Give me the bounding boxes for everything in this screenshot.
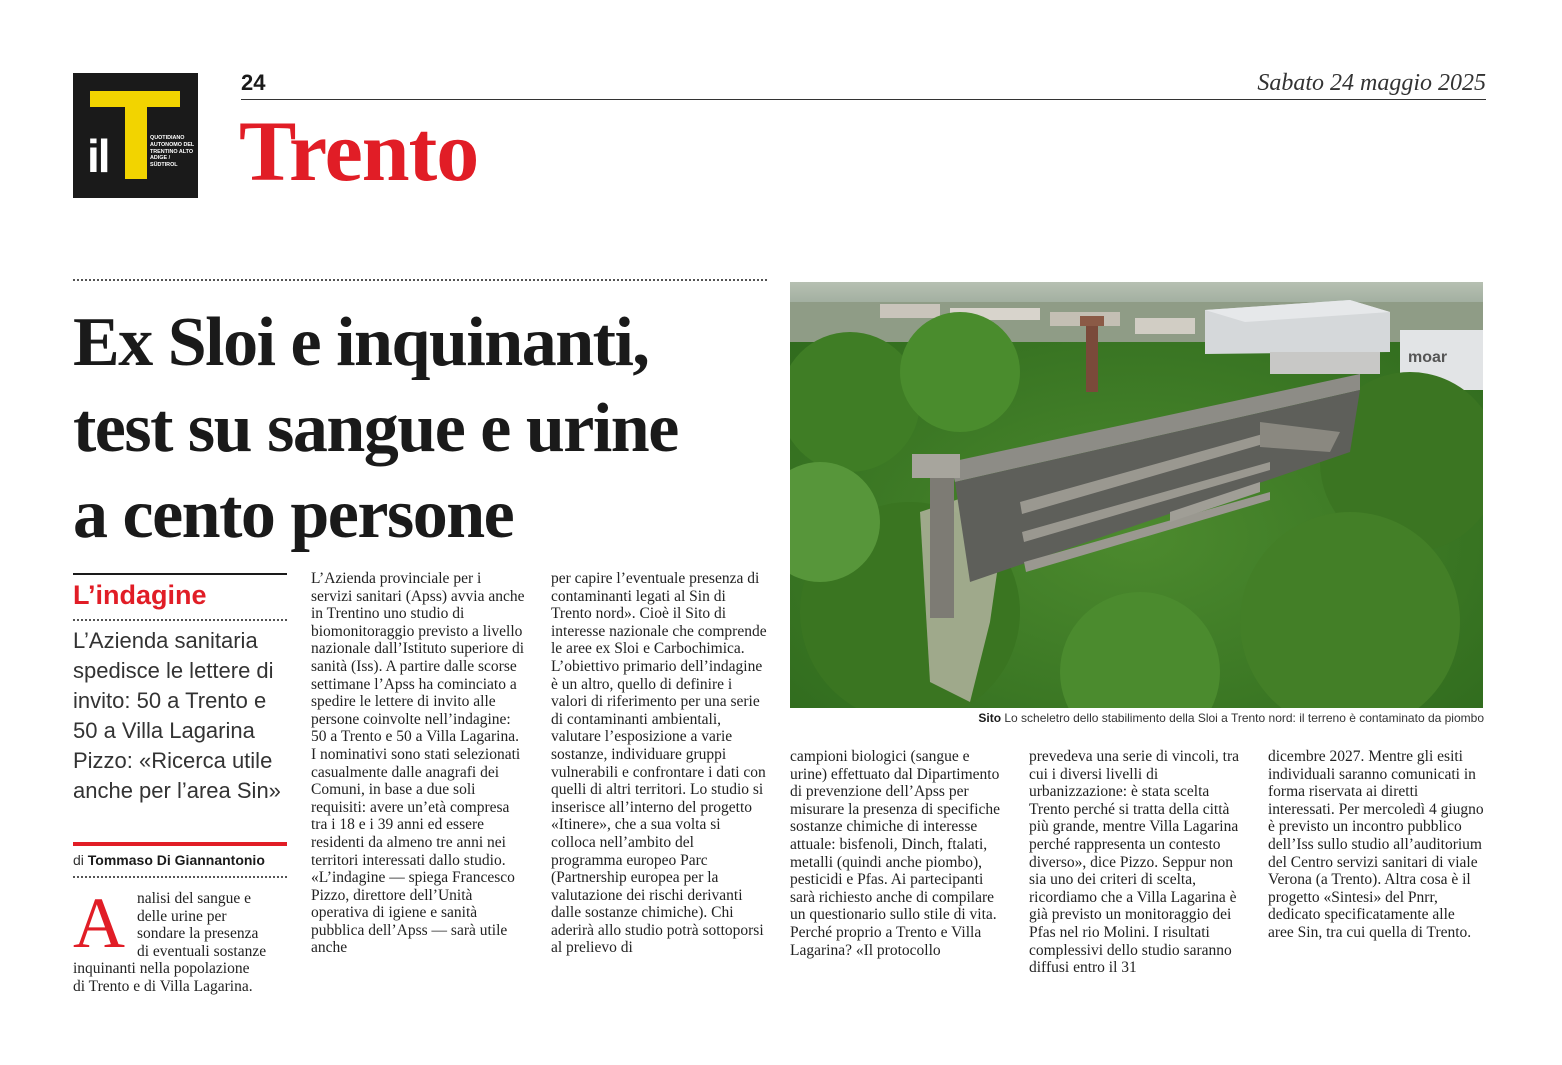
header-rule — [241, 99, 1486, 100]
body-column-5: dicembre 2027. Mentre gli esiti individuali saranno comunicati in forma riservata ai diretti interessati. Per mercoledì 4 giugno è previsto un incontro pubblico dell’Iss sullo studio all’auditorium del Centro servizi sanitari di viale Verona (a Trento). Altra cosa è il progetto «Sintesi» del Pnrr, dedicato specificatamente alle aree Sin, tra cui quella di Trento. — [1268, 748, 1484, 941]
byline-author: Tommaso Di Giannantonio — [87, 852, 265, 868]
article-photo — [790, 282, 1483, 708]
lead-line: delle urine per — [137, 907, 227, 925]
section-title: Trento — [239, 103, 479, 199]
caption-text: Lo scheletro dello stabilimento della Sloi a Trento nord: il terreno è contaminato da piombo — [1004, 711, 1484, 725]
kicker: L’indagine — [73, 580, 207, 610]
lead-line: di eventuali sostanze — [137, 942, 267, 960]
caption-label: Sito — [978, 711, 1002, 725]
lead-line: di Trento e di Villa Lagarina. — [73, 977, 253, 995]
body-column-3: campioni biologici (sangue e urine) effettuato dal Dipartimento di prevenzione dell’Apss per misurare la presenza di specifiche sostanze chimiche di interesse attuale: bisfenoli, Dinch, ftalati, metalli (quindi anche piombo), pesticidi e Pfas. Ai partecipanti sarà richiesto anche di compilare un questionario sullo stile di vita. Perché proprio a Trento e Villa Lagarina? «Il protocollo — [790, 748, 1001, 959]
headline-divider — [73, 279, 767, 281]
logo-tagline: QUOTIDIANO AUTONOMO DEL TRENTINO ALTO ADIGE / SÜDTIROL — [150, 135, 195, 168]
headline-line: a cento persone — [73, 476, 514, 553]
lead-line: inquinanti nella popolazione — [73, 960, 250, 978]
byline — [73, 852, 265, 868]
lead-line: nalisi del sangue e — [137, 890, 252, 907]
lead-line: sondare la presenza — [137, 925, 259, 943]
logo-il-text: il — [87, 130, 109, 182]
drop-cap: A — [73, 883, 125, 963]
issue-date: Sabato 24 maggio 2025 — [1257, 70, 1486, 96]
summary: L’Azienda sanitaria spedisce le lettere di invito: 50 a Trento e 50 a Villa Lagarina Pizzo: «Ricerca utile anche per l’area Sin» — [73, 628, 281, 803]
logo-t-stem — [125, 91, 147, 179]
body-column-4: prevedeva una serie di vincoli, tra cui i diversi livelli di urbanizzazione: è stata scelta Trento perché si tratta della città più grande, mentre Villa Lagarina perché rappresenta un contesto diverso», dice Pizzo. Seppur non sia uno dei criteri di scelta, ricordiamo che a Villa Lagarina è già previsto un monitoraggio dei Pfas nel rio Molini. I risultati complessivi dello studio saranno diffusi entro il 31 — [1029, 748, 1240, 977]
byline-prefix: di — [73, 852, 84, 868]
photo-caption — [978, 711, 1484, 725]
body-column-2: per capire l’eventuale presenza di contaminanti legati al Sin di Trento nord». Cioè il Sito di interesse nazionale che comprende le aree ex Sloi e Carbochimica. L’obiettivo primario dell’indagine è un altro, quello di definire i valori di riferimento per una serie di contaminanti ambientali, valutare l’esposizione a varie sostanze, individuare gruppi vulnerabili e confrontare i dati con quelli di altri territori. Lo studio si inserisce all’interno del progetto «Itinere», che a sua volta si colloca nell’ambito del programma europeo Parc (Partnership europea per la valutazione dei rischi derivanti dalle sostanze chimiche). Chi aderirà allo studio potrà sottoporsi al prelievo di — [551, 570, 767, 957]
photo-sign-text: moar — [1408, 349, 1448, 366]
headline — [73, 300, 783, 558]
body-column-1: L’Azienda provinciale per i servizi sanitari (Apss) avvia anche in Trentino uno studio di biomonitoraggio previsto a livello nazionale dall’Istituto superiore di sanità (Iss). A partire dalle scorse settimane l’Apss ha cominciato a spedire le lettere di invito alle persone coinvolte nell’indagine: 50 a Trento e 50 a Villa Lagarina. I nominativi sono stati selezionati casualmente dalle anagrafi dei Comuni, in base a due soli requisiti: avere un’età compresa tra i 18 e i 39 anni ed essere residenti da almeno tre anni nei territori interessati dallo studio. «L’indagine — spiega Francesco Pizzo, direttore dell’Unità operativa di igiene e sanità pubblica dell’Apss — sarà utile anche — [311, 570, 525, 957]
lead-paragraph — [73, 883, 289, 996]
headline-line: Ex Sloi e inquinanti, — [73, 304, 649, 381]
byline-divider — [73, 876, 287, 878]
headline-line: test su sangue e urine — [73, 390, 678, 467]
sidebar-divider — [73, 619, 287, 621]
newspaper-logo — [73, 73, 198, 198]
sidebar-top-rule — [73, 573, 287, 575]
page-number: 24 — [241, 70, 266, 95]
sidebar-red-rule — [73, 842, 287, 846]
